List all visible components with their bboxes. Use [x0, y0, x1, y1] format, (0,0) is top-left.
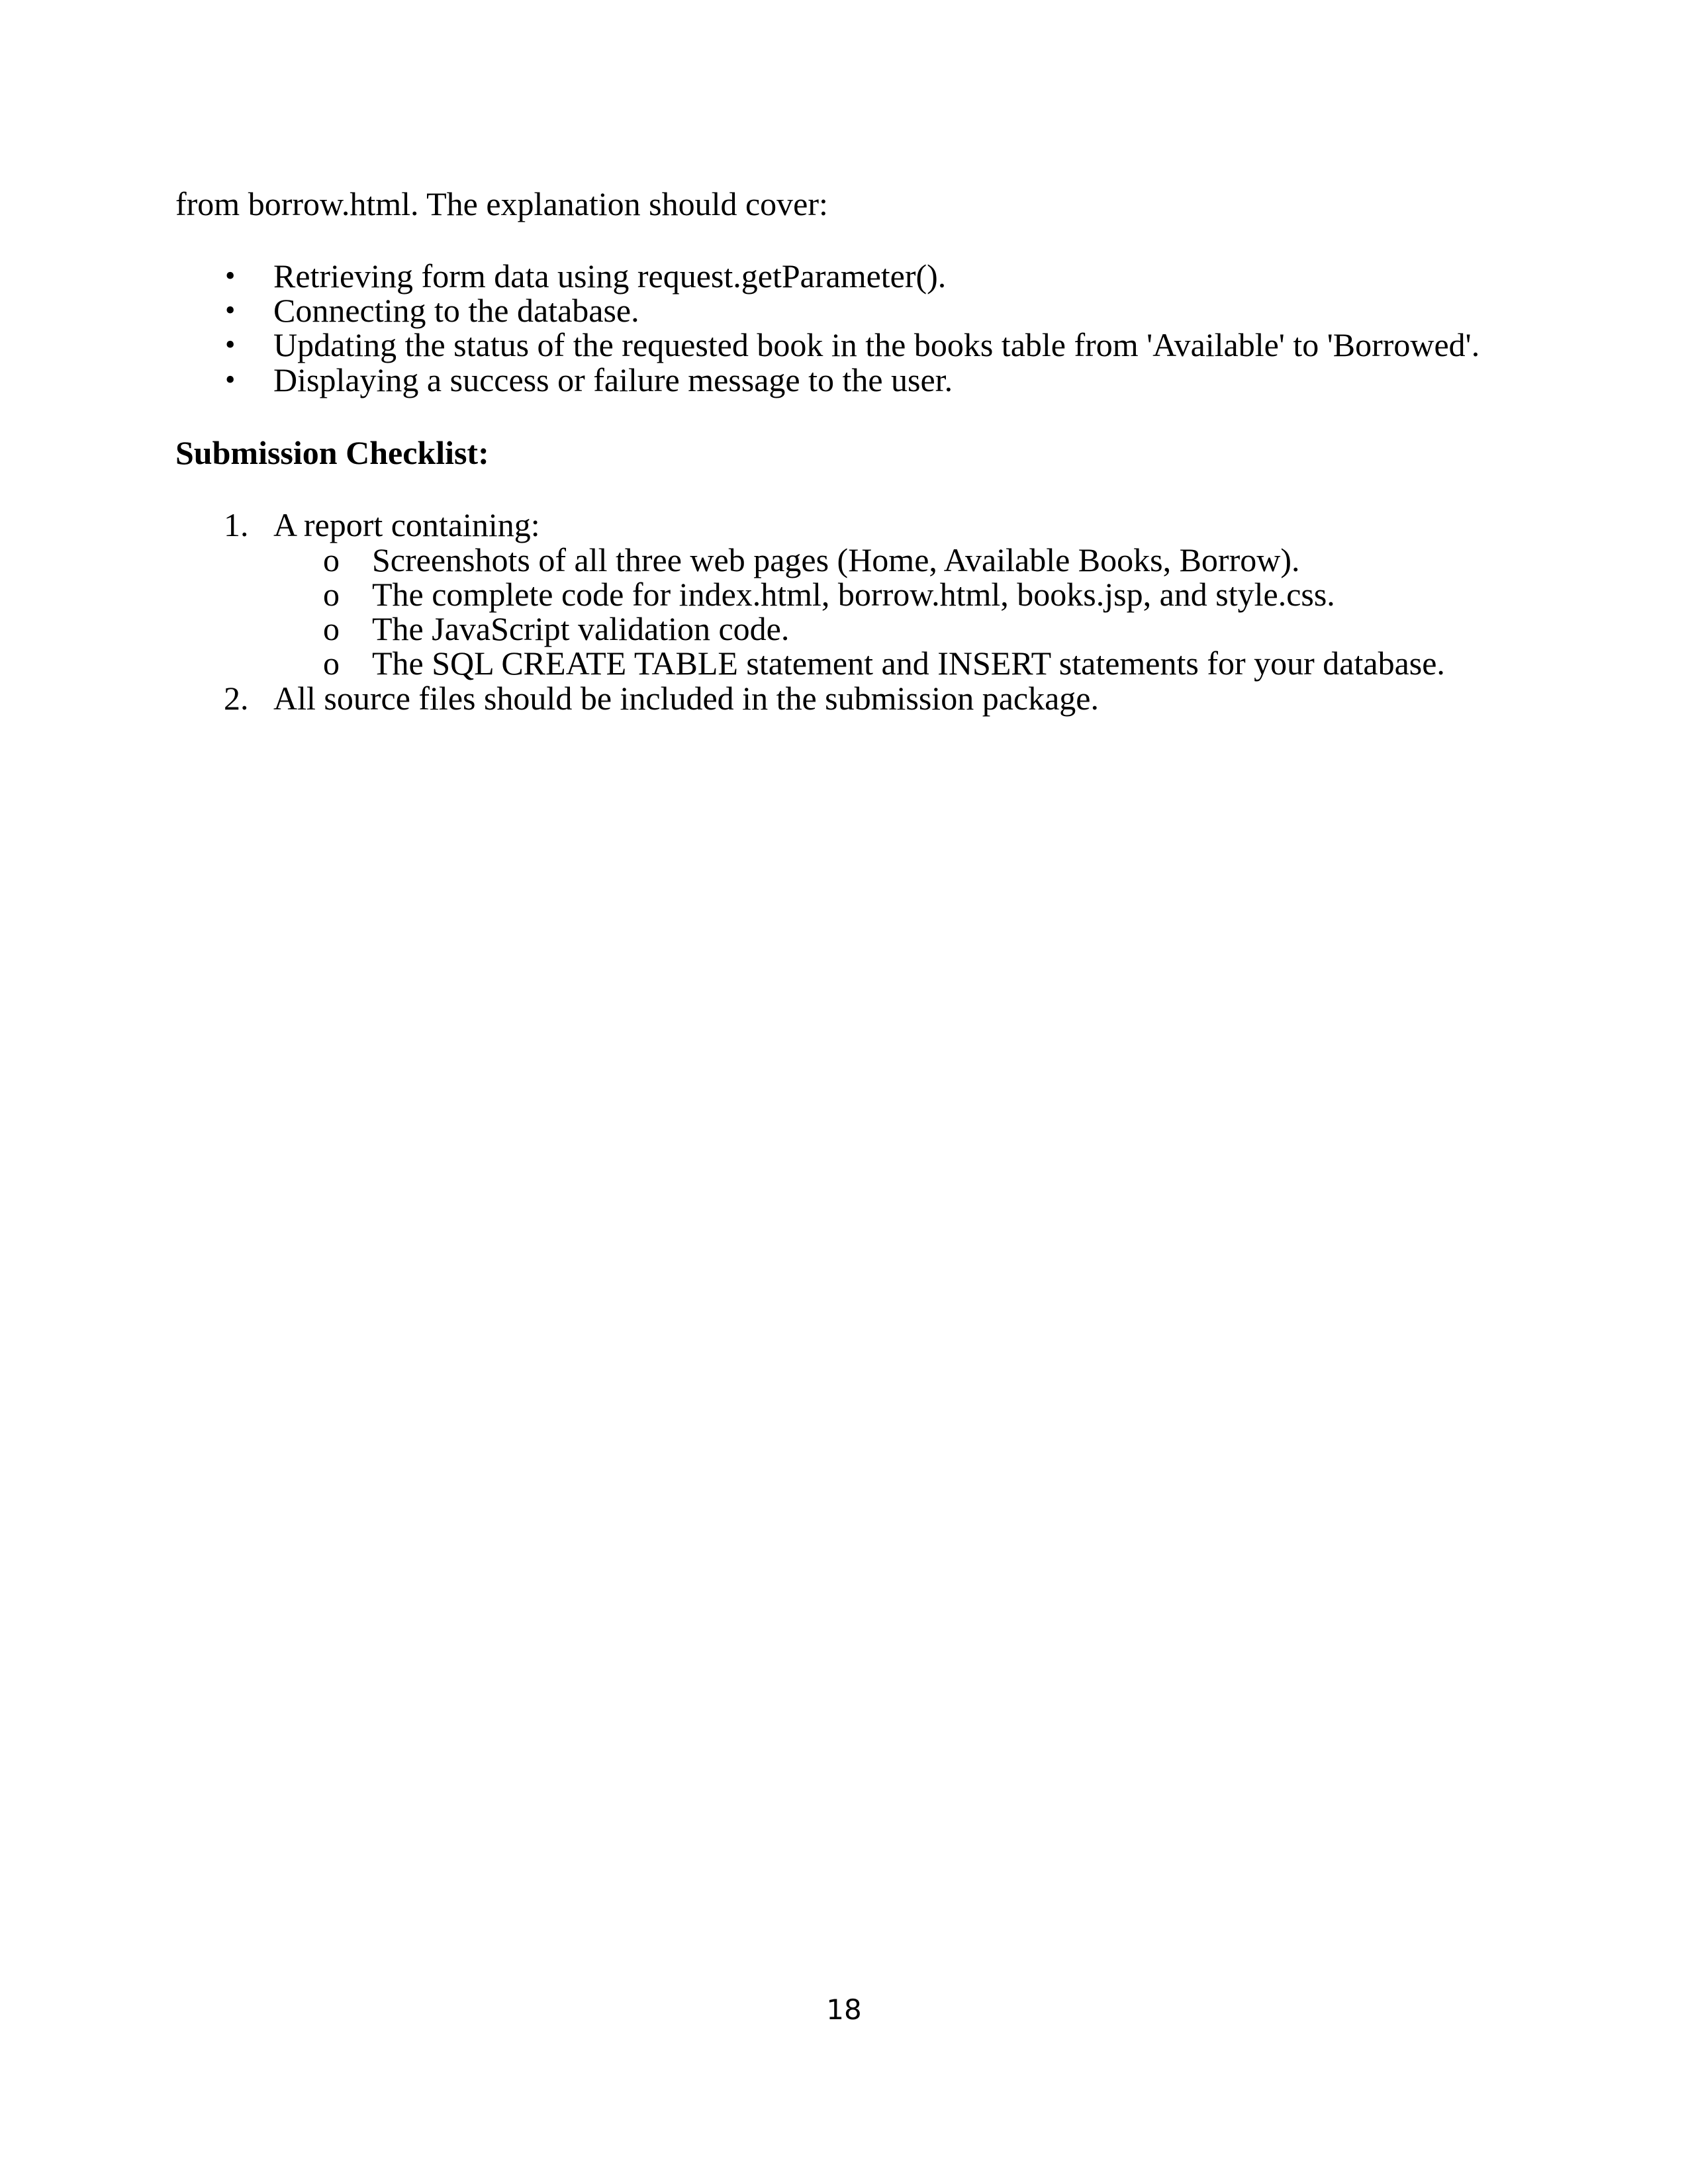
list-item: All source files should be included in the submission package.	[273, 680, 1099, 717]
list-number: 2.	[224, 680, 249, 717]
hollow-bullet-icon: o	[323, 576, 340, 613]
list-subitem: The SQL CREATE TABLE statement and INSERT statements for your database.	[372, 645, 1445, 682]
bullet-icon: •	[225, 328, 236, 361]
bullet-icon: •	[225, 363, 236, 396]
list-subitem: The JavaScript validation code.	[372, 610, 790, 647]
list-subitem: The complete code for index.html, borrow.html, books.jsp, and style.css.	[372, 576, 1335, 613]
list-number: 1.	[224, 506, 249, 543]
hollow-bullet-icon: o	[323, 541, 340, 578]
list-subitem: Screenshots of all three web pages (Home, Available Books, Borrow).	[372, 541, 1300, 578]
page-number: 18	[826, 1993, 862, 2026]
intro-paragraph: from borrow.html. The explanation should cover:	[175, 185, 828, 222]
list-item: Retrieving form data using request.getParameter().	[273, 257, 947, 295]
hollow-bullet-icon: o	[323, 610, 340, 647]
list-item: Updating the status of the requested book in the books table from 'Available' to 'Borrowed'.	[273, 326, 1480, 363]
bullet-icon: •	[225, 259, 236, 292]
hollow-bullet-icon: o	[323, 645, 340, 682]
list-item: Displaying a success or failure message to the user.	[273, 361, 953, 398]
list-item: A report containing:	[273, 506, 540, 543]
section-heading: Submission Checklist:	[175, 434, 489, 471]
bullet-icon: •	[225, 294, 236, 326]
list-item: Connecting to the database.	[273, 292, 639, 329]
